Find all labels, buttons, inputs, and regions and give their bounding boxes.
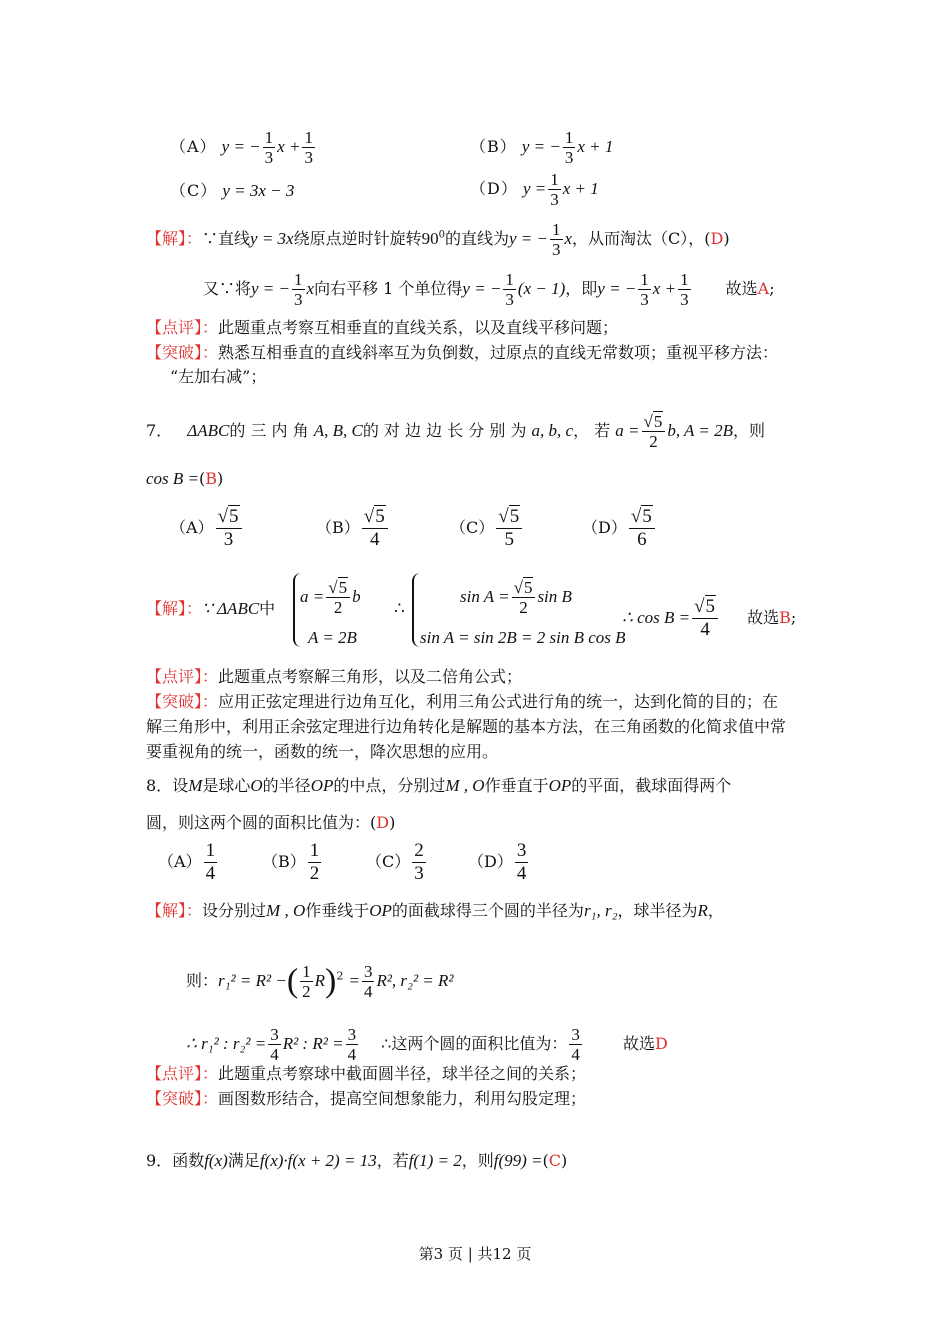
- q8-option-d: （D） $\frac{3}{4}$: [468, 840, 527, 884]
- q8-solution-line-2: 则：r₁² = R² −( $\frac{1}{2}$ R)$^2$ = $\frac{3}{4}$ R², r₂² = R²: [186, 962, 454, 1001]
- q8-option-c: （C） $\frac{2}{3}$: [366, 840, 424, 884]
- q6-breakthrough-2: “左加右减”；: [170, 367, 267, 386]
- q7-breakthrough-1: 【突破】：应用正弦定理进行边角互化，利用三角公式进行角的统一，达到化简的目的；在: [146, 692, 779, 711]
- q6-solution-line-2: 又∵将y = − $\frac{1}{3}$ x向右平移 1 个单位得y = − $\frac{1}{3}$ (x − 1)，即y = − $\frac{1}{3}$ x + $\frac{1}{3}$ 故选A;: [203, 270, 775, 309]
- fraction: $\frac{3}{4}$: [270, 1025, 279, 1064]
- q8-stem-1: 8．设M是球心O的半径OP的中点，分别过M , O作垂直于OP的平面，截球面得两个: [146, 776, 732, 795]
- fraction: $\frac{1}{2}$: [302, 962, 311, 1001]
- fraction: $\frac{1}{3}$: [505, 270, 514, 309]
- q6-option-a: （A） y = − $\frac{1}{3}$ x + $\frac{1}{3}$: [170, 128, 313, 167]
- q6-option-b: （B） y = − $\frac{1}{3}$ x + 1: [470, 128, 614, 167]
- q7-breakthrough-2: 解三角形中，利用正余弦定理进行边角转化是解题的基本方法，在三角函数的化简求值中常: [146, 717, 787, 736]
- fraction: $\frac{3}{4}$: [347, 1025, 357, 1064]
- q6-breakthrough-1: 【突破】：熟悉互相垂直的直线斜率互为负倒数，过原点的直线无常数项；重视平移方法：: [146, 343, 779, 362]
- q7-comment: 【点评】：此题重点考察解三角形，以及二倍角公式；: [146, 667, 523, 686]
- q6-option-d: （D） y = $\frac{1}{3}$ x + 1: [470, 170, 599, 209]
- fraction: $\frac{√5}{4}$: [362, 506, 388, 551]
- page-footer: 第3 页 | 共12 页: [418, 1245, 532, 1263]
- q8-option-b: （B） $\frac{1}{2}$: [262, 840, 320, 884]
- fraction: $\frac{1}{2}$: [309, 840, 320, 884]
- fraction: $\frac{√5}{2}$: [642, 412, 666, 451]
- fraction: $\frac{1}{3}$: [552, 220, 561, 259]
- q7-option-a: （A） $\frac{√5}{3}$: [170, 506, 244, 551]
- q7-system-2-eq1: sin A = $\frac{√5}{2}$ sin B: [460, 578, 572, 617]
- q8-option-a: （A） $\frac{1}{4}$: [158, 840, 216, 884]
- fraction: $\frac{1}{3}$: [564, 128, 574, 167]
- q7-solution-result: ∴ cos B = $\frac{√5}{4}$ 故选B;: [622, 596, 797, 640]
- solution-tag: 【解】：: [146, 229, 203, 248]
- fraction: $\frac{1}{3}$: [550, 170, 559, 209]
- fraction: $\frac{√5}{6}$: [629, 506, 655, 551]
- q7-system-1-eq2: A = 2B: [308, 628, 357, 647]
- fraction: $\frac{√5}{5}$: [496, 506, 522, 551]
- q7-solution-start: 【解】：∵ ΔABC中: [146, 599, 276, 618]
- q8-solution-line-1: 【解】：设分别过M , O作垂线于OP的面截球得三个圆的半径为r₁, r₂，球半径为R，: [146, 901, 724, 920]
- fraction: $\frac{√5}{3}$: [216, 506, 242, 551]
- fraction: $\frac{√5}{2}$: [326, 578, 350, 617]
- q6-option-c: （C） y = 3x − 3: [170, 181, 295, 200]
- fraction: $\frac{2}{3}$: [414, 840, 424, 884]
- therefore-symbol: ∴: [394, 599, 405, 618]
- q7-option-c: （C） $\frac{√5}{5}$: [450, 506, 524, 551]
- fraction: $\frac{3}{4}$: [516, 840, 527, 884]
- q9-stem: 9．函数f(x)满足f(x)·f(x + 2) = 13，若f(1) = 2，则f(99) =(C): [146, 1151, 568, 1170]
- q7-question: cos B =(B): [146, 469, 224, 488]
- fraction: $\frac{1}{3}$: [264, 128, 274, 167]
- q7-system-1-eq1: a = $\frac{√5}{2}$ b: [300, 578, 361, 617]
- q6-solution-line-1: 【解】：∵直线y = 3x绕原点逆时针旋转$90^0$的直线为y = − $\frac{1}{3}$ x，从而淘汰（C），(D): [146, 220, 730, 259]
- q7-stem: 7． ΔABC的 三 内 角 A, B, C的 对 边 边 长 分 别 为 a, b, c， 若 a = $\frac{√5}{2}$ b, A = 2B，则: [146, 412, 766, 451]
- fraction: $\frac{1}{3}$: [680, 270, 689, 309]
- fraction: $\frac{√5}{2}$: [512, 578, 536, 617]
- fraction: $\frac{1}{4}$: [205, 840, 216, 884]
- q6-comment: 【点评】：此题重点考察互相垂直的直线关系，以及直线平移问题；: [146, 318, 619, 337]
- q7-option-b: （B） $\frac{√5}{4}$: [316, 506, 390, 551]
- q7-system-2-eq2: sin A = sin 2B = 2 sin B cos B: [420, 628, 626, 647]
- q8-solution-line-3: ∴ r₁² : r₂² = $\frac{3}{4}$ R² : R² = $\frac{3}{4}$ ∴这两个圆的面积比值为： $\frac{3}{4}$ 故选D: [186, 1025, 668, 1064]
- q7-option-d: （D） $\frac{√5}{6}$: [582, 506, 657, 551]
- fraction: $\frac{3}{4}$: [571, 1025, 580, 1064]
- fraction: $\frac{1}{3}$: [294, 270, 303, 309]
- q7-breakthrough-3: 要重视角的统一，函数的统一，降次思想的应用。: [146, 742, 499, 761]
- fraction: $\frac{√5}{4}$: [692, 596, 718, 641]
- fraction: $\frac{1}{3}$: [304, 128, 313, 167]
- fraction: $\frac{3}{4}$: [363, 962, 373, 1001]
- q8-comment: 【点评】：此题重点考察球中截面圆半径，球半径之间的关系；: [146, 1064, 587, 1083]
- q8-stem-2: 圆，则这两个圆的面积比值为：(D): [146, 813, 396, 832]
- q8-breakthrough: 【突破】：画图数形结合，提高空间想象能力，利用勾股定理；: [146, 1089, 587, 1108]
- fraction: $\frac{1}{3}$: [640, 270, 649, 309]
